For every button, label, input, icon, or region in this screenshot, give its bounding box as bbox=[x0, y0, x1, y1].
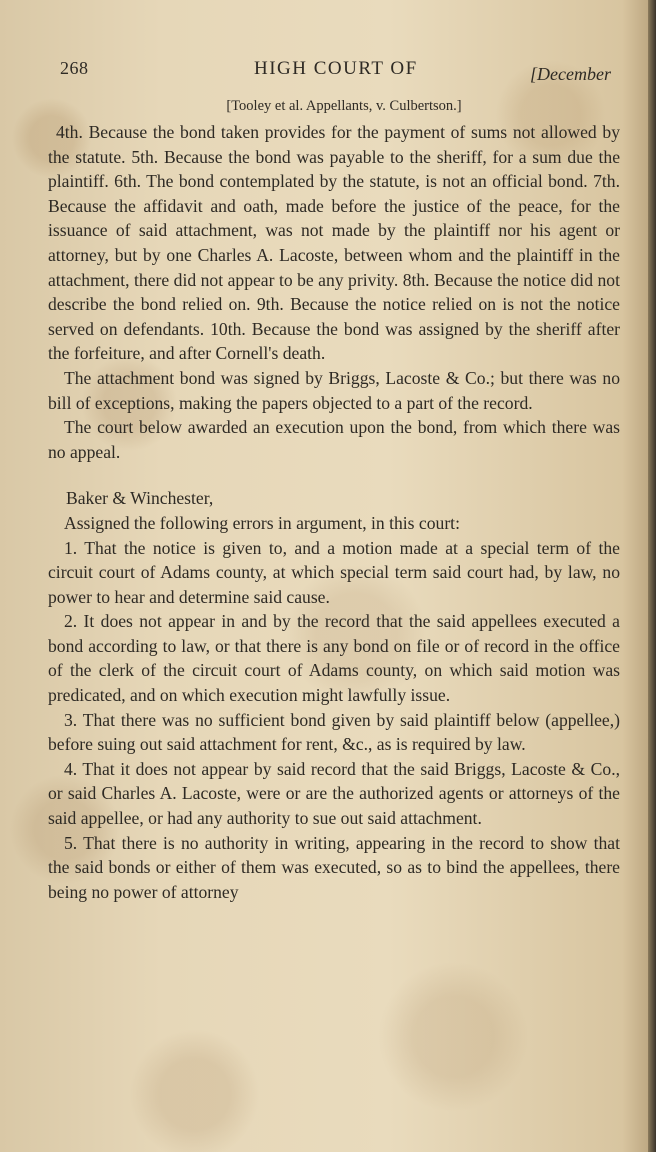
section-gap bbox=[48, 464, 620, 486]
error-item-2: 2. It does not appear in and by the record that the said appellees executed a bond according to law, or that there is any bond on file or of record in the office of the clerk of the circuit court of Adams county, on which said motion was predicated, and on which execution might lawfully issue. bbox=[48, 611, 620, 706]
case-caption: [Tooley et al. Appellants, v. Culbertson.] bbox=[226, 98, 462, 114]
page-edge-shadow bbox=[648, 0, 656, 1152]
running-head: HIGH COURT OF bbox=[254, 58, 418, 79]
paragraph-objections: 4th. Because the bond taken provides for the payment of sums not allowed by the statute. 5th. Because the bond was payable to the sheriff, for a sum due the plaintiff. 6th. The bond contemplated by the statute, is not an official bond. 7th. Because the affidavit and oath, made before the justice of the peace, for the issuance of said attachment, was not made by the plaintiff nor his agent or attorney, but by one Charles A. Lacoste, between whom and the plaintiff in the attachment, there did not appear to be any privity. 8th. Because the notice did not describe the bond relied on. 9th. Because the notice relied on is not the notice served on defendants. 10th. Because the bond was assigned by the sheriff after the forfeiture, and after Cornell's death. bbox=[48, 122, 620, 364]
error-item-5: 5. That there is no authority in writing, appearing in the record to show that the said bonds or either of them was executed, so as to bind the appellees, there being no power of attorney bbox=[48, 832, 620, 902]
page-header bbox=[0, 54, 648, 88]
counsel-name: Baker & Winchester, bbox=[66, 488, 214, 509]
error-item-3: 3. That there was no sufficient bond given by said plaintiff below (appellee,) before suing out said attachment for rent, &c., as is required by law. bbox=[48, 709, 620, 755]
paragraph-execution: The court below awarded an execution upon the bond, from which there was no appeal. bbox=[48, 417, 620, 462]
error-item-4: 4. That it does not appear by said record that the said Briggs, Lacoste & Co., or said Charles A. Lacoste, were or are the authorized agents or attorneys of the said appellee, or had any authority to sue out said attachment. bbox=[48, 758, 620, 829]
paragraph-attachment-bond: The attachment bond was signed by Briggs, Lacoste & Co.; but there was no bill of exceptions, making the papers objected to a part of the record. bbox=[48, 367, 620, 413]
page-number: 268 bbox=[60, 58, 89, 78]
page-body bbox=[48, 120, 620, 904]
error-item-1: 1. That the notice is given to, and a motion made at a special term of the circuit court of Adams county, at which special term said court had, by law, no power to hear and determine said cause. bbox=[48, 537, 620, 607]
errors-intro: Assigned the following errors in argument, in this court: bbox=[64, 512, 460, 533]
running-head-month: [December bbox=[530, 64, 611, 84]
